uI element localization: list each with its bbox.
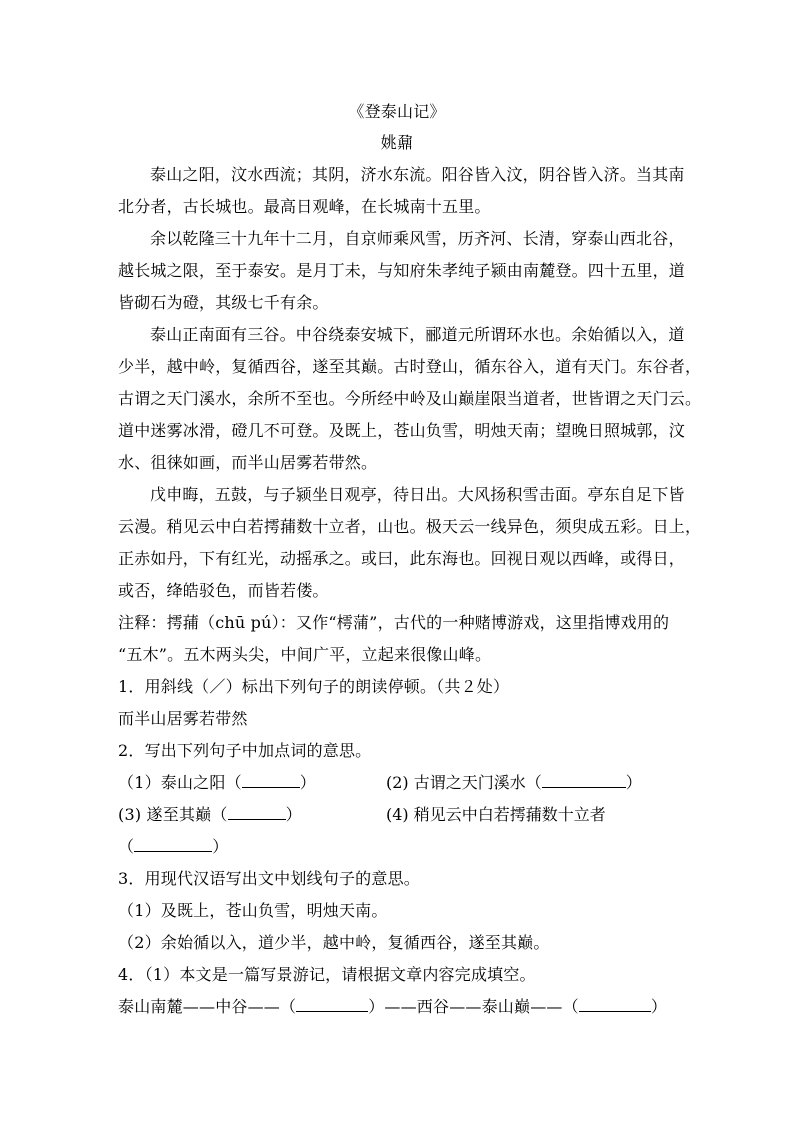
question-2-item-3: (3) 遂至其巅（ ） [118,805,302,824]
answer-blank[interactable] [242,773,300,788]
answer-blank[interactable] [542,773,626,788]
paragraph-3-line-5: 水、徂徕如画，而半山居雾若带然。 [118,453,378,472]
paragraph-4-line-2: 云漫。稍见云中白若摴蒱数十立者，山也。极天云一线异色，须臾成五彩。日上， [118,517,702,536]
question-2-item-4: (4) 稍见云中白若摴蒱数十立者 [386,805,606,824]
paragraph-1-line-1: 泰山之阳，汶水西流；其阴，济水东流。阳谷皆入汶，阴谷皆入济。当其南 [150,165,685,184]
question-2-stem: 2．写出下列句子中加点词的意思。 [118,741,372,760]
question-2-item-1: （1）泰山之阳（ ） [118,773,316,792]
paragraph-4-line-4: 或否，绛皓驳色，而皆若偻。 [118,581,329,600]
paragraph-2-line-2: 越长城之限，至于泰安。是月丁未，与知府朱孝纯子颍由南麓登。四十五里，道 [118,261,686,280]
paragraph-3-line-3: 古谓之天门溪水，余所不至也。今所经中岭及山巅崖限当道者，世皆谓之天门云。 [118,389,702,408]
question-2-item-4-answer: （ ） [118,837,229,856]
question-3-stem: 3．用现代汉语写出文中划线句子的意思。 [118,869,420,888]
paragraph-4-line-1: 戊申晦，五鼓，与子颍坐日观亭，待日出。大风扬积雪击面。亭东自足下皆 [150,485,685,504]
passage-title: 《登泰山记》 [348,102,446,121]
paragraph-2-line-1: 余以乾隆三十九年十二月，自京师乘风雪，历齐河、长清，穿泰山西北谷， [150,229,685,248]
passage-author: 姚鼐 [380,133,414,152]
note-line-2: “五木”。五木两头尖，中间广平，立起来很像山峰。 [118,645,492,664]
paragraph-1-line-2: 北分者，古长城也。最高日观峰，在长城南十五里。 [118,197,491,216]
question-1-sentence: 而半山居雾若带然 [118,709,248,728]
question-3-item-2: （2）余始循以入，道少半，越中岭，复循西谷，遂至其巅。 [118,933,550,952]
question-2-item-2: (2) 古谓之天门溪水（ ） [386,773,642,792]
paragraph-3-line-2: 少半，越中岭，复循西谷，遂至其巅。古时登山，循东谷入，道有天门。东谷者， [118,357,702,376]
paragraph-3-line-1: 泰山正南面有三谷。中谷绕泰安城下，郦道元所谓环水也。余始循以入，道 [150,325,685,344]
answer-blank[interactable] [579,997,651,1012]
paragraph-2-line-3: 皆砌石为磴，其级七千有余。 [118,293,329,312]
answer-blank[interactable] [228,805,286,820]
question-1-stem: 1．用斜线（／）标出下列句子的朗读停顿。（共２处） [118,677,510,696]
paragraph-3-line-4: 道中迷雾冰滑，磴几不可登。及既上，苍山负雪，明烛天南；望晚日照城郭，汶 [118,421,686,440]
question-4-stem: 4．（1）本文是一篇写景游记，请根据文章内容完成填空。 [118,965,536,984]
answer-blank[interactable] [296,997,368,1012]
question-3-item-1: （1）及既上，苍山负雪，明烛天南。 [118,901,388,920]
answer-blank[interactable] [134,837,212,852]
note-line-1: 注释：摴蒱（chū pú）：又作“樗蒲”，古代的一种赌博游戏，这里指博戏用的 [118,613,670,632]
question-4-route: 泰山南麓——中谷——（ ）——西谷——泰山巅——（ ） [118,997,668,1016]
paragraph-4-line-3: 正赤如丹，下有红光，动摇承之。或曰，此东海也。回视日观以西峰，或得日， [118,549,686,568]
